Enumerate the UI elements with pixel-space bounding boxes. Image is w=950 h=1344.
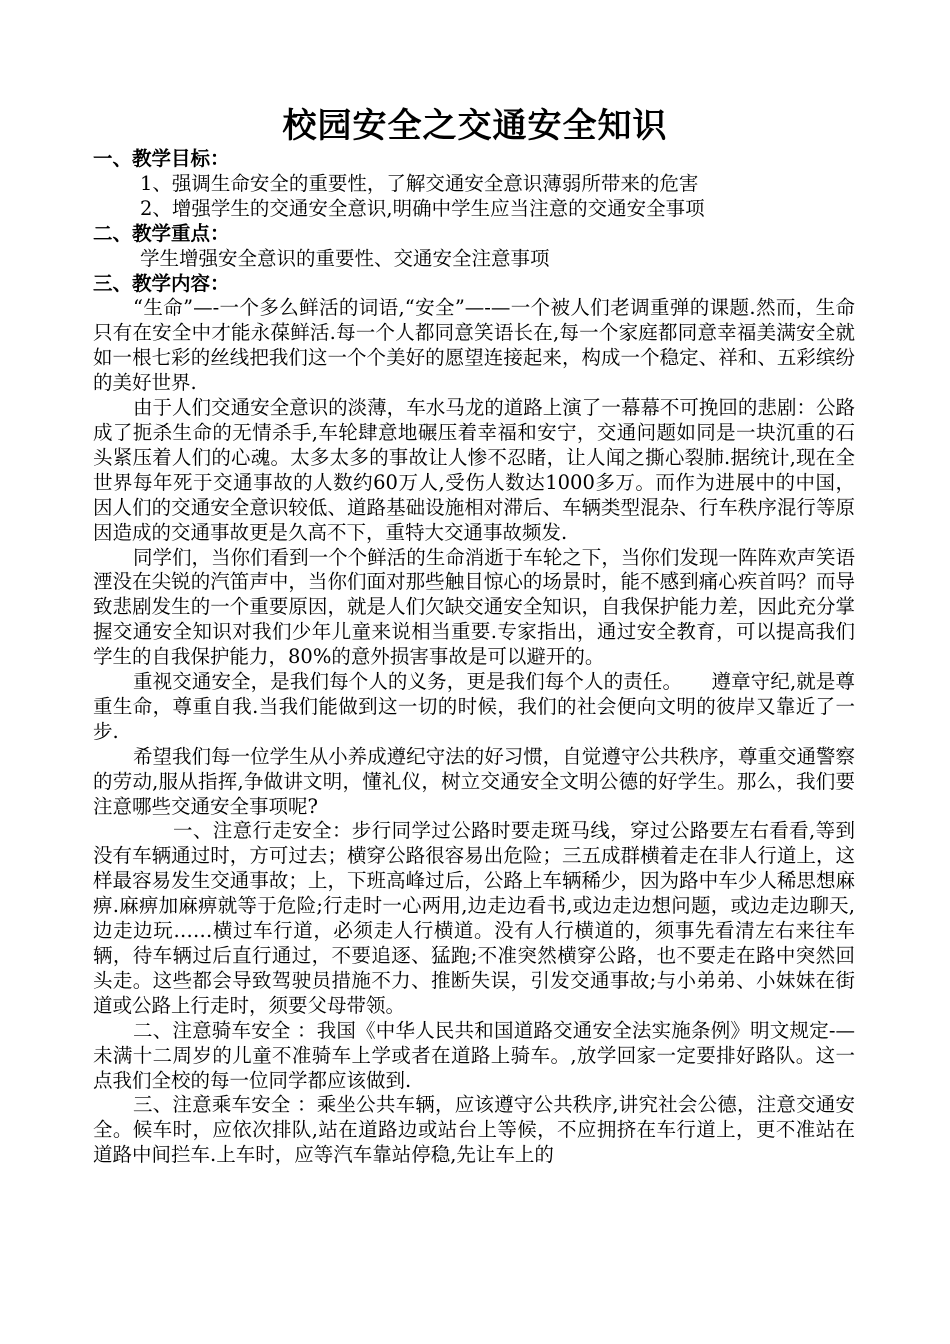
objective-item-1: 1、强调生命安全的重要性，了解交通安全意识薄弱所带来的危害 xyxy=(140,171,699,195)
section-heading-key-points: 二、教学重点： xyxy=(93,221,230,245)
safety-point-walking: 一、注意行走安全：步行同学过公路时要走斑马线，穿过公路要左右看看,等到没有车辆通过时，方可过去；横穿公路很容易出危险；三五成群横着走在非人行道上，这样最容易发生交通事故；上，下班高峰过后，公路上车辆稀少，因为路中车少人稀思想麻痹.麻痹加麻痹就等于危险;行走时一心两用,边走边看书,或边走边想问题，或边走边聊天,边走边玩……横过车行道，必须走人行横道。没有人行横道的，须事先看清左右来往车辆，待车辆过后直行通过，不要追逐、猛跑;不准突然横穿公路，也不要走在路中突然回头走。这些都会导致驾驶员措施不力、推断失误，引发交通事故;与小弟弟、小妹妹在街道或公路上行走时，须要父母带领。 xyxy=(93,819,855,1017)
content-paragraph-3: 同学们，当你们看到一个个鲜活的生命消逝于车轮之下，当你们发现一阵阵欢声笑语湮没在尖锐的汽笛声中，当你们面对那些触目惊心的场景时，能不感到痛心疾首吗？而导致悲剧发生的一个重要原因，就是人们欠缺交通安全知识，自我保护能力差，因此充分掌握交通安全知识对我们少年儿童来说相当重要.专家指出，通过安全教育，可以提高我们学生的自我保护能力，80%的意外损害事故是可以避开的。 xyxy=(93,545,855,669)
document-body xyxy=(93,147,855,1168)
section-heading-content: 三、教学内容： xyxy=(93,271,230,295)
content-paragraph-2: 由于人们交通安全意识的淡薄，车水马龙的道路上演了一幕幕不可挽回的悲剧：公路成了扼杀生命的无情杀手,车轮肆意地碾压着幸福和安宁，交通问题如同是一块沉重的石头紧压着人们的心魂。太多太多的事故让人惨不忍睹，让人闻之撕心裂肺.据统计,现在全世界每年死于交通事故的人数约60万人,受伤人数达1000多万。而作为进展中的中国，因人们的交通安全意识较低、道路基础设施相对滞后、车辆类型混杂、行车秩序混行等原因造成的交通事故更是久高不下，重特大交通事故频发. xyxy=(93,396,855,544)
section-heading-objectives: 一、教学目标： xyxy=(93,147,230,170)
safety-point-riding: 三、注意乘车安全 ：乘坐公共车辆，应该遵守公共秩序,讲究社会公德，注意交通安全。候车时，应依次排队,站在道路边或站台上等候，不应拥挤在车行道上，更不准站在道路中间拦车.上车时，应等汽车靠站停稳,先让车上的 xyxy=(93,1093,855,1167)
key-point-item-1: 学生增强安全意识的重要性、交通安全注意事项 xyxy=(140,246,550,270)
objective-item-2: 2、增强学生的交通安全意识,明确中学生应当注意的交通安全事项 xyxy=(140,196,705,220)
content-paragraph-4: 重视交通安全，是我们每个人的义务，更是我们每个人的责任。 遵章守纪,就是尊重生命，尊重自我.当我们能做到这一切的时候，我们的社会便向文明的彼岸又靠近了一步. xyxy=(93,670,855,743)
content-paragraph-5: 希望我们每一位学生从小养成遵纪守法的好习惯，自觉遵守公共秩序，尊重交通警察的劳动,服从指挥,争做讲文明，懂礼仪，树立交通安全文明公德的好学生。那么，我们要注意哪些交通安全事项呢? xyxy=(93,744,855,818)
safety-point-cycling: 二、注意骑车安全 ：我国《中华人民共和国道路交通安全法实施条例》明文规定-—未满十二周岁的儿童不准骑车上学或者在道路上骑车。,放学回家一定要排好路队。这一点我们全校的每一位同学都应该做到. xyxy=(93,1018,855,1092)
content-paragraph-1: “生命”—-一个多么鲜活的词语,“安全”—-—一个被人们老调重弹的课题.然而，生命只有在安全中才能永葆鲜活.每一个人都同意笑语长在,每一个家庭都同意幸福美满安全就如一根七彩的丝线把我们这一个个美好的愿望连接起来，构成一个稳定、祥和、五彩缤纷的美好世界. xyxy=(93,296,855,395)
document-title: 校园安全之交通安全知识 xyxy=(282,106,668,146)
